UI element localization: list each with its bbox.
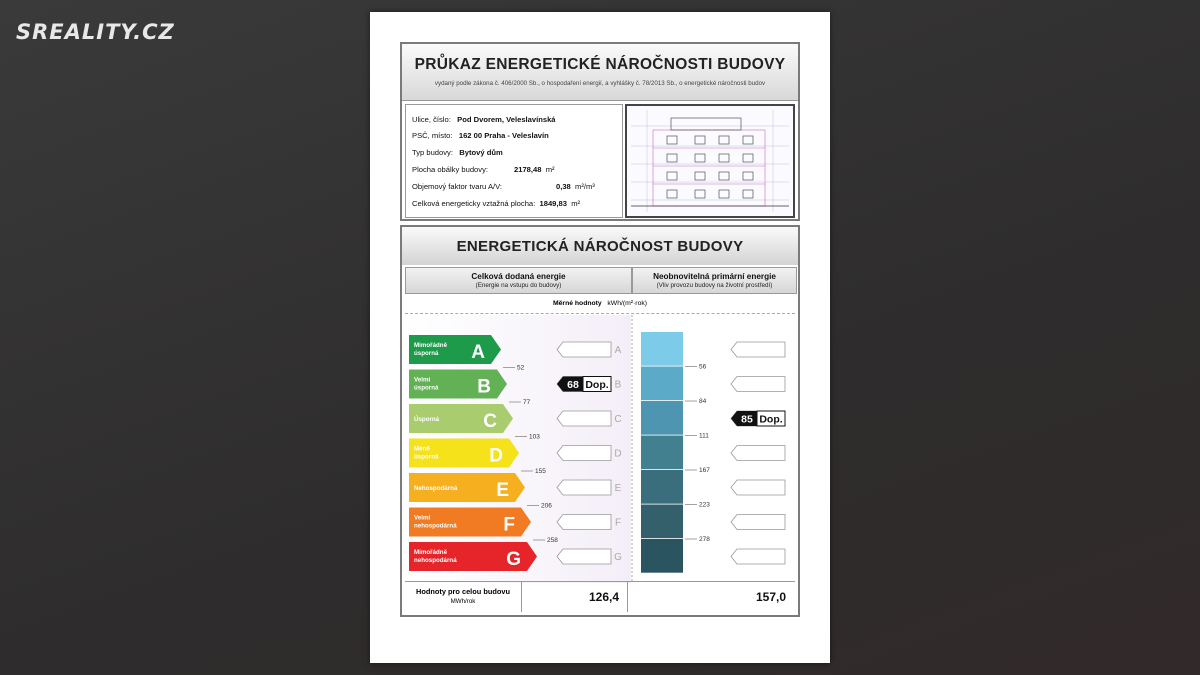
left-class-mark-B: B [614,379,622,391]
delivered-energy-header: Celková dodaná energie (Energie na vstupu do budovy) [405,267,632,294]
rating-scale-area [405,315,795,583]
certificate-header-box [400,42,800,221]
building-info [405,104,623,218]
right-pointer-box-E [731,480,785,495]
right-pointer-box-F [731,515,785,530]
primary-bar-F [641,505,683,539]
left-pointer-box-G [557,549,611,564]
energy-rating-box [400,225,800,617]
right-pointer-box-G [731,549,785,564]
shape-factor-row: Objemový faktor tvaru A/V: [412,182,503,191]
left-threshold-1: 77 [523,399,531,406]
left-pointer-box-F [557,515,611,530]
left-class-mark-C: C [614,414,622,425]
right-result-label: Dop. [759,413,783,426]
energy-certificate-page [370,12,830,663]
left-class-mark-D: D [614,448,622,460]
right-threshold-0: 56 [699,363,707,371]
street-row: Ulice, číslo: Pod Dvorem, Veleslavínská [412,115,556,124]
total-delivered-energy: 126,4 [522,582,628,612]
primary-bar-G [641,539,683,573]
class-letter-G: G [506,549,521,570]
right-threshold-2: 111 [699,432,709,440]
class-label-B: Velmi úsporná [414,376,439,392]
right-pointer-box-A [731,342,785,357]
specific-values-label: Měrné hodnoty kWh/(m²·rok) [405,295,795,314]
class-label-A: Mimořádně úsporná [414,342,448,357]
class-letter-B: B [477,376,491,398]
right-result-value: 85 [741,413,753,426]
rating-title-bar [402,227,798,265]
primary-bar-B [641,367,683,401]
totals-label: Hodnoty pro celou budovu MWh/rok [405,582,522,612]
certificate-title-bar [402,44,798,101]
left-class-mark-G: G [614,552,622,563]
certificate-title: PRŮKAZ ENERGETICKÉ NÁROČNOSTI BUDOVY [414,56,786,73]
sreality-logo[interactable]: SREALITY.CZ [16,20,175,44]
left-result-value: 68 [567,379,579,391]
right-pointer-box-D [731,446,785,461]
class-letter-D: D [489,445,503,467]
class-label-G: Mimořádně nehospodárná [414,549,457,564]
primary-bar-E [641,470,683,504]
left-threshold-0: 52 [517,364,525,372]
class-letter-C: C [483,411,497,432]
left-pointer-box-C [557,411,611,426]
left-pointer-box-A [557,342,611,357]
class-label-F: Velmi nehospodárná [414,514,457,530]
left-pointer-box-E [557,480,611,495]
left-threshold-4: 206 [541,502,552,510]
primary-bar-C [641,401,683,435]
right-threshold-3: 167 [699,467,710,474]
envelope-row: Plocha obálky budovy: [412,165,488,174]
building-type-row: Typ budovy: Bytový dům [412,148,503,157]
primary-energy-header: Neobnovitelná primární energie (Vliv provozu budovy na životní prostředí) [632,267,797,294]
class-label-D: Méně úsporná [414,445,439,461]
left-threshold-5: 258 [547,537,558,544]
envelope-value: 2178,48 m² [514,165,555,174]
left-class-mark-F: F [614,517,622,529]
class-letter-E: E [496,480,509,501]
left-threshold-2: 103 [529,433,540,441]
class-label-E: Nehospodárná [414,485,458,492]
left-class-mark-A: A [614,345,622,356]
left-result-label: Dop. [585,379,609,391]
primary-bar-D [641,436,683,470]
class-letter-A: A [471,342,485,363]
shape-factor-value: 0,38 m²/m³ [556,182,595,191]
total-primary-energy: 157,0 [755,590,786,604]
building-elevation-drawing [625,104,795,218]
left-pointer-box-D [557,446,611,461]
right-threshold-5: 278 [699,536,710,543]
certificate-subtitle: vydaný podle zákona č. 406/2000 Sb., o hospodaření energií, a vyhlášky č. 78/2013 Sb., o energetické náročnosti budov [434,80,766,87]
building-sketch-icon [627,106,793,216]
class-label-C: Úsporná [414,416,440,423]
rating-scale-chart [405,315,797,583]
whole-building-totals [405,581,795,612]
left-class-mark-E: E [614,483,622,494]
psc-row: PSČ, místo: 162 00 Praha - Veleslavín [412,131,549,140]
primary-bar-A [641,332,683,366]
class-letter-F: F [503,514,515,536]
rating-title: ENERGETICKÁ NÁROČNOST BUDOVY [456,238,744,255]
right-threshold-4: 223 [699,501,710,509]
right-threshold-1: 84 [699,398,707,405]
right-pointer-box-B [731,377,785,392]
reference-area-row: Celková energeticky vztažná plocha: 1849,83 m² [412,199,581,208]
left-threshold-3: 155 [535,468,546,475]
